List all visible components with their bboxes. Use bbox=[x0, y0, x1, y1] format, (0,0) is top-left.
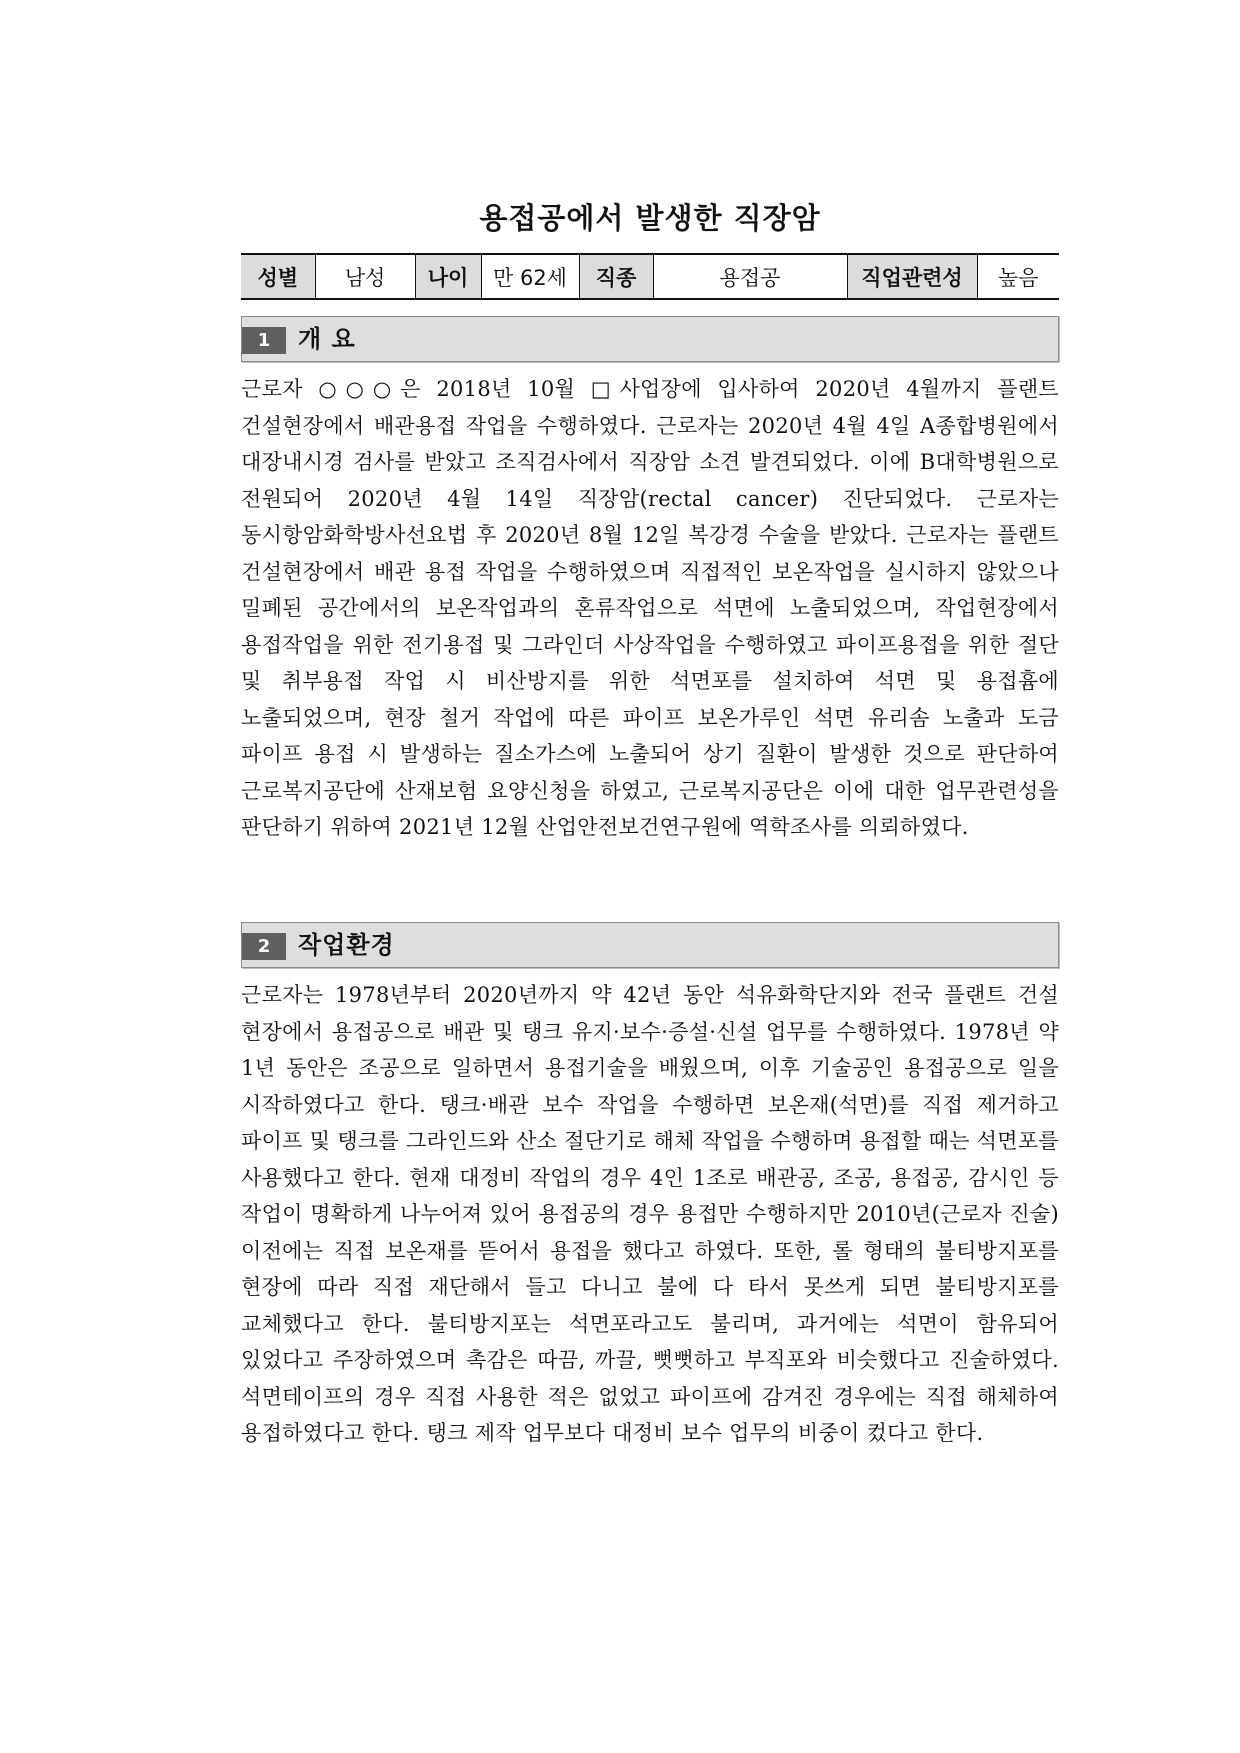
age-value: 만 62세 bbox=[481, 254, 579, 299]
section-number-badge: 1 bbox=[242, 327, 286, 354]
section-work-environment-body: 근로자는 1978년부터 2020년까지 약 42년 동안 석유화학단지와 전국 플랜트 건설 현장에서 용접공으로 배관 및 탱크 유지·보수·증설·신설 업무를 수행하였다. 1978년 약 1년 동안은 조공으로 일하면서 용접기술을 배웠으며, 이후 기술공인 용접공으로 일을 시작하였다고 한다. 탱크·배관 보수 작업을 수행하면 보온재(석면)를 직접 제거하고 파이프 및 탱크를 그라인드와 산소 절단기로 해체 작업을 수행하며 용접할 때는 석면포를 사용했다고 한다. 현재 대정비 작업의 경우 4인 1조로 배관공, 조공, 용접공, 감시인 등 작업이 명확하게 나누어져 있어 용접공의 경우 용접만 수행하지만 2010년(근로자 진술) 이전에는 직접 보온재를 뜯어서 용접을 했다고 하였다. 또한, 롤 형태의 불티방지포를 현장에 따라 직접 재단해서 들고 다니고 불에 다 타서 못쓰게 되면 불티방지포를 교체했다고 한다. 불티방지포는 석면포라고도 불리며, 과거에는 석면이 함유되어 있었다고 주장하였으며 촉감은 따끔, 까끌, 뻣뻣하고 부직포와 비슷했다고 진술하였다. 석면테이프의 경우 직접 사용한 적은 없었고 파이프에 감겨진 경우에는 직접 해체하여 용접하였다고 한다. 탱크 제작 업무보다 대정비 보수 업무의 비중이 컸다고 한다. bbox=[241, 983, 1059, 1445]
job-label: 직종 bbox=[579, 254, 653, 299]
sex-label: 성별 bbox=[241, 254, 315, 299]
relevance-value: 높음 bbox=[977, 254, 1059, 299]
page-title: 용접공에서 발생한 직장암 bbox=[479, 201, 821, 235]
section-work-environment-header bbox=[241, 922, 1059, 968]
case-info-table bbox=[241, 253, 1059, 300]
section-overview-header bbox=[241, 316, 1059, 362]
section-title: 작업환경 bbox=[298, 931, 395, 959]
job-value: 용접공 bbox=[653, 254, 847, 299]
sex-value: 남성 bbox=[315, 254, 415, 299]
section-overview-body: 근로자 ○○○은 2018년 10월 □사업장에 입사하여 2020년 4월까지 플랜트 건설현장에서 배관용접 작업을 수행하였다. 근로자는 2020년 4월 4일 A종합병원에서 대장내시경 검사를 받았고 조직검사에서 직장암 소견 발견되었다. 이에 B대학병원으로 전원되어 2020년 4월 14일 직장암(rectal cancer) 진단되었다. 근로자는 동시항암화학방사선요법 후 2020년 8월 12일 복강경 수술을 받았다. 근로자는 플랜트 건설현장에서 배관 용접 작업을 수행하였으며 직접적인 보온작업을 실시하지 않았으나 밀폐된 공간에서의 보온작업과의 혼류작업으로 석면에 노출되었으며, 작업현장에서 용접작업을 위한 전기용접 및 그라인더 사상작업을 수행하였고 파이프용접을 위한 절단 및 취부용접 작업 시 비산방지를 위한 석면포를 설치하여 석면 및 용접흄에 노출되었으며, 현장 철거 작업에 따른 파이프 보온가루인 석면 유리솜 노출과 도금 파이프 용접 시 발생하는 질소가스에 노출되어 상기 질환이 발생한 것으로 판단하여 근로복지공단에 산재보험 요양신청을 하였고, 근로복지공단은 이에 대한 업무관련성을 판단하기 위하여 2021년 12월 산업안전보건연구원에 역학조사를 의뢰하였다. bbox=[241, 377, 1059, 839]
case-info-row bbox=[241, 254, 1059, 299]
section-title: 개 요 bbox=[298, 325, 356, 353]
section-number-badge: 2 bbox=[242, 933, 286, 960]
age-label: 나이 bbox=[415, 254, 481, 299]
relevance-label: 직업관련성 bbox=[847, 254, 977, 299]
